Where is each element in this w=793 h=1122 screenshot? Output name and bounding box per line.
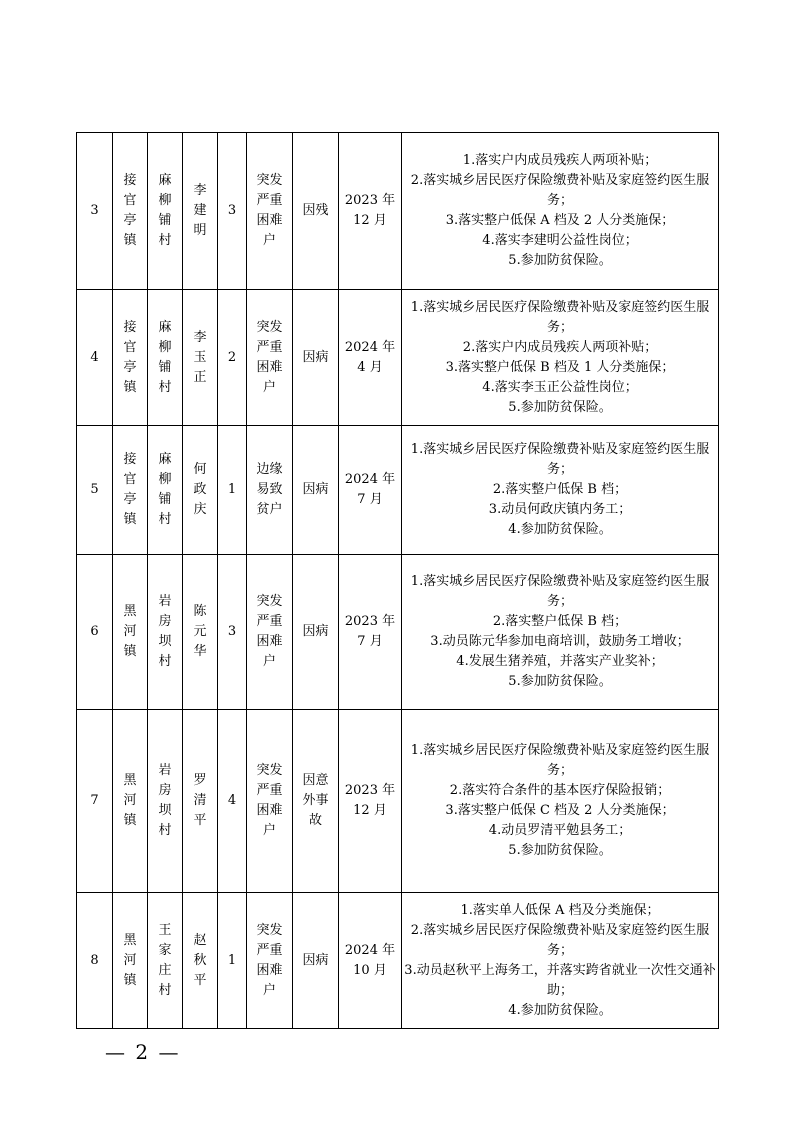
cause-cell [293, 555, 339, 710]
cause-cell [293, 710, 339, 893]
date-cell [339, 710, 402, 893]
date-cell [339, 555, 402, 710]
table-row [77, 555, 719, 710]
household-size-cell [218, 426, 247, 555]
household-size-cell-text: 4 [227, 793, 237, 808]
household-type-cell [247, 893, 293, 1029]
household-type-cell [247, 710, 293, 893]
date-cell-text: 2024 年 10 月 [344, 942, 396, 978]
cause-cell-text: 因残 [302, 203, 329, 218]
name-cell-text: 李玉正 [193, 329, 207, 385]
town-cell [113, 893, 148, 1029]
household-size-cell-text: 3 [227, 624, 237, 639]
household-size-cell [218, 555, 247, 710]
name-cell [183, 893, 218, 1029]
measure-item: 3.动员赵秋平上海务工，并落实跨省就业一次性交通补助； [404, 962, 716, 998]
measure-item: 2.落实符合条件的基本医疗保险报销； [449, 783, 671, 798]
row-number [77, 290, 113, 426]
measure-item: 3.动员何政庆镇内务工； [488, 502, 632, 517]
measure-item: 5.参加防贫保险。 [508, 399, 612, 415]
town-cell-text: 接官亭镇 [123, 173, 137, 248]
date-cell-text: 2024 年 4 月 [344, 339, 396, 375]
household-size-cell-text: 1 [227, 952, 237, 968]
town-cell-text: 接官亭镇 [123, 319, 137, 395]
name-cell-text: 罗清平 [193, 773, 207, 828]
measure-item: 2.落实户内成员残疾人两项补贴； [462, 339, 658, 355]
measure-item: 3.落实整户低保 A 档及 2 人分类施保； [445, 213, 675, 228]
row-number [77, 555, 113, 710]
name-cell [183, 133, 218, 290]
name-cell [183, 710, 218, 893]
village-cell-text: 麻柳铺村 [158, 173, 172, 248]
household-size-cell-text: 2 [227, 349, 237, 365]
household-type-cell-text: 边缘易致贫户 [256, 462, 283, 517]
household-size-cell-text: 3 [227, 203, 237, 218]
measures-cell [402, 893, 719, 1029]
measures-cell [402, 555, 719, 710]
measure-item: 2.落实城乡居民医疗保险缴费补贴及家庭签约医生服务； [410, 922, 710, 958]
town-cell-text: 接官亭镇 [123, 452, 137, 527]
measures-cell [402, 426, 719, 555]
household-size-cell [218, 290, 247, 426]
measure-item: 1.落实单人低保 A 档及分类施保； [460, 902, 660, 918]
measures-cell [402, 133, 719, 290]
row-number-text: 4 [90, 349, 99, 365]
village-cell-text: 岩房坝村 [158, 763, 172, 838]
table-row [77, 290, 719, 426]
measure-item: 1.落实城乡居民医疗保险缴费补贴及家庭签约医生服务； [410, 743, 710, 778]
date-cell-text: 2023 年 12 月 [344, 193, 396, 228]
cause-cell-text: 因病 [302, 952, 329, 968]
table-row [77, 710, 719, 893]
measure-item: 4.落实李玉正公益性岗位； [482, 379, 638, 395]
cause-cell-text: 因病 [302, 482, 329, 497]
assistance-table [76, 132, 719, 1029]
household-type-cell-text: 突发严重困难户 [256, 763, 283, 838]
name-cell [183, 290, 218, 426]
cause-cell [293, 133, 339, 290]
household-type-cell [247, 555, 293, 710]
town-cell [113, 710, 148, 893]
village-cell [148, 555, 183, 710]
village-cell-text: 岩房坝村 [158, 594, 172, 669]
village-cell-text: 麻柳铺村 [158, 452, 172, 527]
town-cell-text: 黑河镇 [123, 604, 137, 659]
household-type-cell [247, 290, 293, 426]
measure-item: 4.动员罗清平勉县务工； [488, 823, 632, 838]
measure-item: 2.落实城乡居民医疗保险缴费补贴及家庭签约医生服务； [410, 173, 710, 208]
household-type-cell [247, 133, 293, 290]
name-cell-text: 何政庆 [193, 462, 207, 517]
household-size-cell [218, 893, 247, 1029]
measure-item: 4.参加防贫保险。 [508, 1002, 612, 1018]
date-cell-text: 2024 年 7 月 [344, 472, 396, 507]
cause-cell [293, 426, 339, 555]
name-cell-text: 陈元华 [193, 604, 207, 659]
cause-cell-text: 因病 [302, 349, 329, 365]
date-cell [339, 893, 402, 1029]
town-cell-text: 黑河镇 [123, 773, 137, 828]
date-cell [339, 426, 402, 555]
town-cell-text: 黑河镇 [123, 932, 137, 988]
town-cell [113, 133, 148, 290]
row-number-text: 8 [90, 952, 99, 968]
measure-item: 1.落实户内成员残疾人两项补贴； [462, 153, 658, 168]
measures-cell [402, 710, 719, 893]
measure-item: 2.落实整户低保 B 档； [492, 482, 628, 497]
measure-item: 1.落实城乡居民医疗保险缴费补贴及家庭签约医生服务； [410, 574, 710, 609]
measure-item: 5.参加防贫保险。 [508, 253, 612, 268]
date-cell [339, 290, 402, 426]
cause-cell [293, 893, 339, 1029]
household-type-cell-text: 突发严重困难户 [256, 319, 283, 395]
village-cell-text: 麻柳铺村 [158, 319, 172, 395]
cause-cell [293, 290, 339, 426]
village-cell [148, 426, 183, 555]
row-number [77, 426, 113, 555]
measure-item: 1.落实城乡居民医疗保险缴费补贴及家庭签约医生服务； [410, 299, 710, 335]
village-cell [148, 290, 183, 426]
date-cell-text: 2023 年 7 月 [344, 614, 396, 649]
name-cell [183, 555, 218, 710]
row-number-text: 7 [90, 793, 99, 808]
village-cell [148, 710, 183, 893]
household-size-cell [218, 133, 247, 290]
household-size-cell-text: 1 [227, 482, 237, 497]
name-cell-text: 赵秋平 [193, 932, 207, 988]
measure-item: 3.落实整户低保 C 档及 2 人分类施保； [445, 803, 675, 818]
village-cell [148, 133, 183, 290]
measure-item: 5.参加防贫保险。 [508, 843, 612, 858]
date-cell [339, 133, 402, 290]
measure-item: 4.发展生猪养殖，并落实产业奖补； [456, 654, 664, 669]
village-cell-text: 王家庄村 [158, 922, 172, 998]
town-cell [113, 426, 148, 555]
village-cell [148, 893, 183, 1029]
row-number-text: 3 [90, 203, 99, 218]
measure-item: 5.参加防贫保险。 [508, 674, 612, 689]
row-number [77, 893, 113, 1029]
measure-item: 4.落实李建明公益性岗位； [482, 233, 638, 248]
row-number-text: 6 [90, 624, 99, 639]
household-type-cell-text: 突发严重困难户 [256, 173, 283, 248]
page-number: — 2 — [105, 1040, 181, 1064]
measure-item: 3.落实整户低保 B 档及 1 人分类施保； [445, 359, 675, 375]
measure-item: 1.落实城乡居民医疗保险缴费补贴及家庭签约医生服务； [410, 442, 710, 477]
date-cell-text: 2023 年 12 月 [344, 783, 396, 818]
town-cell [113, 555, 148, 710]
name-cell [183, 426, 218, 555]
household-type-cell [247, 426, 293, 555]
measure-item: 4.参加防贫保险。 [508, 522, 612, 537]
row-number-text: 5 [90, 482, 99, 497]
table-row [77, 133, 719, 290]
measures-cell [402, 290, 719, 426]
table-row [77, 893, 719, 1029]
household-type-cell-text: 突发严重困难户 [256, 922, 283, 998]
cause-cell-text: 因意外事故 [302, 773, 329, 828]
town-cell [113, 290, 148, 426]
table-row [77, 426, 719, 555]
table-body [77, 133, 719, 1029]
household-size-cell [218, 710, 247, 893]
row-number [77, 133, 113, 290]
measure-item: 3.动员陈元华参加电商培训，鼓励务工增收； [430, 634, 690, 649]
row-number [77, 710, 113, 893]
name-cell-text: 李建明 [193, 183, 207, 238]
cause-cell-text: 因病 [302, 624, 329, 639]
measure-item: 2.落实整户低保 B 档； [492, 614, 628, 629]
household-type-cell-text: 突发严重困难户 [256, 594, 283, 669]
